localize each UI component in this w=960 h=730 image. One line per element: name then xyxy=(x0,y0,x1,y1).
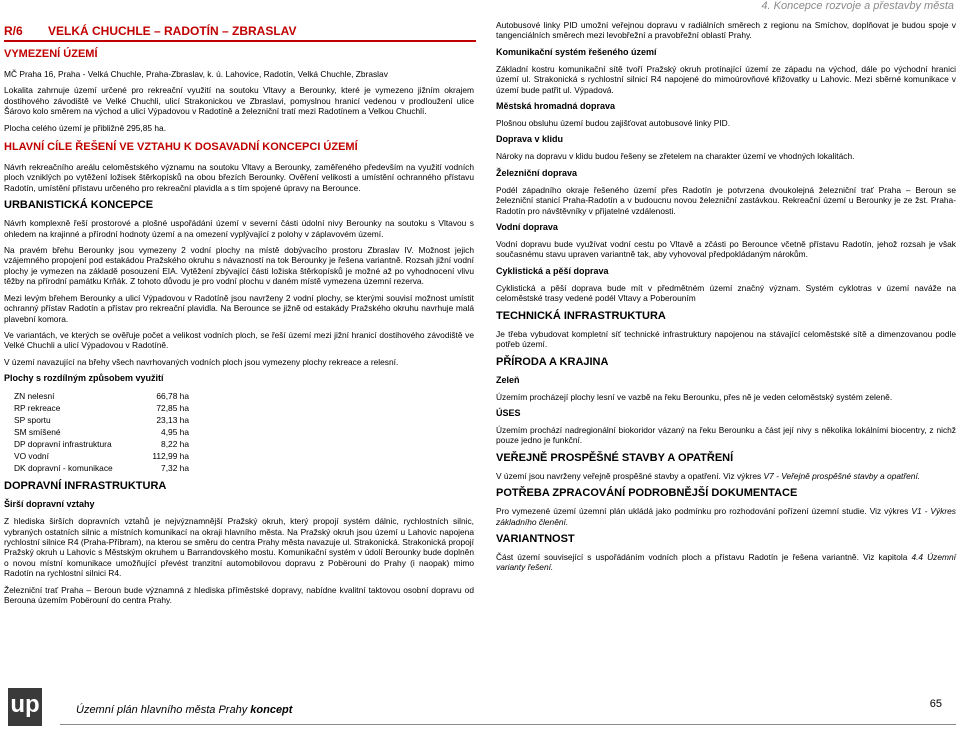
left-column xyxy=(4,48,474,611)
bus-text: Autobusové linky PID umožní veřejnou dopravu v radiálních směrech z regionu na Smíchov, doplňovat je budou spoje v tangenciálních směrech mezi levobřežní a pravobřežní oblastí Prahy. xyxy=(496,20,956,41)
var-heading: VARIANTNOST xyxy=(496,532,575,545)
pozp-heading: POTŘEBA ZPRACOVÁNÍ PODROBNĚJŠÍ DOKUMENTACE xyxy=(496,487,798,500)
uses-heading: ÚSES xyxy=(496,407,521,418)
footer-doc-title: Územní plán hlavního města Prahy koncept xyxy=(76,704,293,716)
table-row: RP rekreace 72,85 ha xyxy=(14,403,189,414)
sirsi-paragraph-1: Z hlediska širších dopravních vztahů je nejvýznamnější Pražský okruh, který propojí systém dálnic, rychlostních silnic, vybraných ostatních silnic a místních komunikací na okraji hlavního města. Na Pražský okruh jsou území u Lahovic napojena rychlostní silnice R4 (Praha-Příbram), na kterou se směru do centra Prahy města navazuje ul. Strakonická. Strakonická propojí Pražský okruh u Lahovic s Městským okruhem u Barrandovského mostu. Komunikační systém v údolí Berounky bude doplněn o novou místní komunikace umožňující převést tranzitní automobilovou dopravu z Pobërouni do Prahy (i naopak) mimo Radotín na rychlostní silnici R4. xyxy=(4,516,474,579)
sirsi-heading: Širší dopravní vztahy xyxy=(4,499,95,510)
klid-heading: Doprava v klidu xyxy=(496,134,564,145)
table-row: VO vodní 112,99 ha xyxy=(14,451,189,462)
table-row: ZN nelesní 66,78 ha xyxy=(14,391,189,402)
mhd-heading: Městská hromadná doprava xyxy=(496,101,616,112)
tech-heading: TECHNICKÁ INFRASTRUKTURA xyxy=(496,309,666,322)
mhd-text: Plošnou obsluhu území budou zajišťovat autobusové linky PID. xyxy=(496,118,731,129)
vod-text: Vodní dopravu bude využívat vodní cestu po Vltavě a zčásti po Berounce včetně přístavu Radotín, jehož rozsah je však současnému stavu upraven variantně tak, aby vyhovoval předpokládaným nárokům. xyxy=(496,239,956,260)
zelen-heading: Zeleň xyxy=(496,374,520,385)
plocha-text: Plocha celého území je přibližně 295,85 ha. xyxy=(4,122,167,133)
cyk-text: Cyklistická a pěší doprava bude mít v předmětném území značný význam. Systém cyklotras v území naváže na celoměstské trasy vedené podél Vltavy a Poberouním xyxy=(496,282,956,304)
zelen-text: Územím procházejí plochy lesní ve vazbě na řeku Berounku, přes ně je veden celoměstský systém zeleně. xyxy=(496,391,893,402)
vymezeni-line: MČ Praha 16, Praha - Velká Chuchle, Praha-Zbraslav, k. ú. Lahovice, Radotín, Velká Chuchle, Zbraslav xyxy=(4,69,388,79)
region-title: VELKÁ CHUCHLE – RADOTÍN – ZBRASLAV xyxy=(48,24,297,38)
zel-text: Podél západního okraje řešeného území přes Radotín je potvrzena dvoukolejná železniční trať Praha – Beroun se železniční stanicí Praha-Radotín a v budoucnu novou železniční zastávkou. Rekreační území u Berounky je ze žst. Praha-Radotín pro návštěvníky v přijatelné vzdálenosti. xyxy=(496,184,956,216)
urban-heading: URBANISTICKÁ KONCEPCE xyxy=(4,199,154,212)
page-footer xyxy=(0,686,960,730)
page-number: 65 xyxy=(929,698,942,710)
vps-text: V území jsou navrženy veřejně prospěšné stavby a opatření. Viz výkres V7 - Veřejně prospěšné stavby a opatření. xyxy=(496,470,921,481)
section-tag: 4. Koncepce rozvoje a přestavby města xyxy=(761,0,954,12)
urban-paragraph-3: Mezi levým břehem Berounky a ulicí Výpadovou v Radotíně jsou navrženy 2 vodní plochy, se kterými souvisí možnost umístit ochranný přístav Radotín a přístav pro rekreační plavidla. Na Berounce se jižně od estakády Pražského okruhu navrhuje malá plavební komora. xyxy=(4,292,474,324)
right-column xyxy=(496,20,956,579)
vymezeni-heading: VYMEZENÍ ÚZEMÍ xyxy=(4,48,98,60)
tech-text: Je třeba vybudovat kompletní síť technické infrastruktury napojenou na stávající celoměstské sítě a dimenzovanou podle potřeb území. xyxy=(496,328,956,350)
areas-table xyxy=(14,390,189,474)
urban-paragraph-1: Návrh komplexně řeší prostorové a plošné uspořádání území v severní části údolní nivy Berounky na soutoku s Vltavou s ohledem na krajinné a přírodní hodnoty území a na omezení vyplývající z polohy v záplavovém území. xyxy=(4,218,474,239)
vod-heading: Vodní doprava xyxy=(496,222,558,233)
uses-text: Územím prochází nadregionální biokoridor vázaný na řeku Berounku a část její nivy s několika lokálními biocentry, z nichž pouze jedno je funkční. xyxy=(496,424,956,446)
cyk-heading: Cyklistická a pěší doprava xyxy=(496,265,609,276)
cile-text: Návrh rekreačního areálu celoměstského významu na soutoku Vltavy a Berounky, zaměřeného především na využití vodních ploch vzniklých po vytěžení ložisek štěrkopísků na obou březích Berounky. Ověření velikosti a umístění ochranného přístavu Radotín, umístění přístavu určeného pro rekreační plavidla a s tím spojené úpravy na Berounce. xyxy=(4,162,474,193)
vps-heading: VEŘEJNĚ PROSPĚŠNÉ STAVBY A OPATŘENÍ xyxy=(496,451,734,464)
kom-text: Základní kostru komunikační sítě tvoří Pražský okruh protínající území ze západu na východ, dále po východní hranici území ul. Strakonická s rychlostní silnicí R4 napojené do mimoúrovňové křižovatky u Lahovic. Mezi sběrné komunikace v území bude patřit ul. Výpadová. xyxy=(496,63,956,95)
klid-text: Nároky na dopravu v klidu budou řešeny se zřetelem na charakter území ve vhodných lokalitách. xyxy=(496,151,855,162)
pozp-text: Pro vymezené území územní plán ukládá jako podmínku pro rozhodování pořízení územní studie. Viz výkres V1 - Výkres základního členění. xyxy=(496,506,956,527)
region-code: R/6 xyxy=(4,24,23,38)
urban-paragraph-2: Na pravém břehu Berounky jsou vymezeny 2 vodní plochy na místě dobývacího prostoru Zbraslav IV. Možnost jejich vzájemného propojení pod estakádou Pražského okruhu s návazností na tok Berounky je řešena variantně. Rozsah jižní vodní plochy je vymezen na základě posouzení EIA. Vytěžení zbývající části ložiska štěrkopísků je možné až po vyhodnocení vlivu těžby na přírodní památku Krňák. Z tohoto důvodu je pro vodní plochu v daném místě vymezena územní rezerva. xyxy=(4,245,474,287)
cile-heading: HLAVNÍ CÍLE ŘEŠENÍ VE VZTAHU K DOSAVADNÍ KONCEPCI ÚZEMÍ xyxy=(4,141,358,154)
page-header xyxy=(4,24,476,42)
urban-paragraph-5: V území navazující na břehy všech navrhovaných vodních ploch jsou vymezeny plochy rekreace a relesní. xyxy=(4,356,399,367)
doprav-heading: DOPRAVNÍ INFRASTRUKTURA xyxy=(4,480,167,493)
table-row: SP sportu 23,13 ha xyxy=(14,415,189,426)
table-row: DK dopravní - komunikace 7,32 ha xyxy=(14,463,189,474)
plochy-heading: Plochy s rozdílným způsobem využití xyxy=(4,373,164,384)
kom-heading: Komunikační systém řešeného území xyxy=(496,46,657,57)
table-row: DP dopravní infrastruktura 8,22 ha xyxy=(14,439,189,450)
up-logo: up xyxy=(8,688,42,726)
prir-heading: PŘÍRODA A KRAJINA xyxy=(496,355,609,368)
zel-heading: Železniční doprava xyxy=(496,167,578,178)
sirsi-paragraph-2: Železniční trať Praha – Beroun bude významná z hlediska příměstské dopravy, nabídne kvalitní taktovou osobní dopravu od Berouna územím Pobërouní do centra Prahy. xyxy=(4,584,474,605)
table-row: SM smíšené 4,95 ha xyxy=(14,427,189,438)
vymezeni-text: Lokalita zahrnuje území určené pro rekreační využití na soutoku Vltavy a Berounky, které je vymezeno jižním okrajem dostihového závodiště ve Velké Chuchli, ulicí Strakonickou ve Zbraslavi, pomyslnou hranicí vedenou v prodloužení ulice Šárovo kolo směrem na východ a ulicí Výpadovou v Radotíně a železniční tratí mezi Radotínem a Velkou Chuchlí. xyxy=(4,85,474,117)
footer-divider xyxy=(60,724,956,725)
var-text: Část území související s uspořádáním vodních ploch a přístavu Radotín je řešena variantně. Viz kapitola 4.4 Územní varianty řešení. xyxy=(496,551,956,573)
urban-paragraph-4: Ve variantách, ve kterých se ověřuje počet a velikost vodních ploch, se řeší území mezi jižní hranicí dostihového závodiště ve Velké Chuchli a ulicí Výpadovou v Radotíně. xyxy=(4,329,474,351)
